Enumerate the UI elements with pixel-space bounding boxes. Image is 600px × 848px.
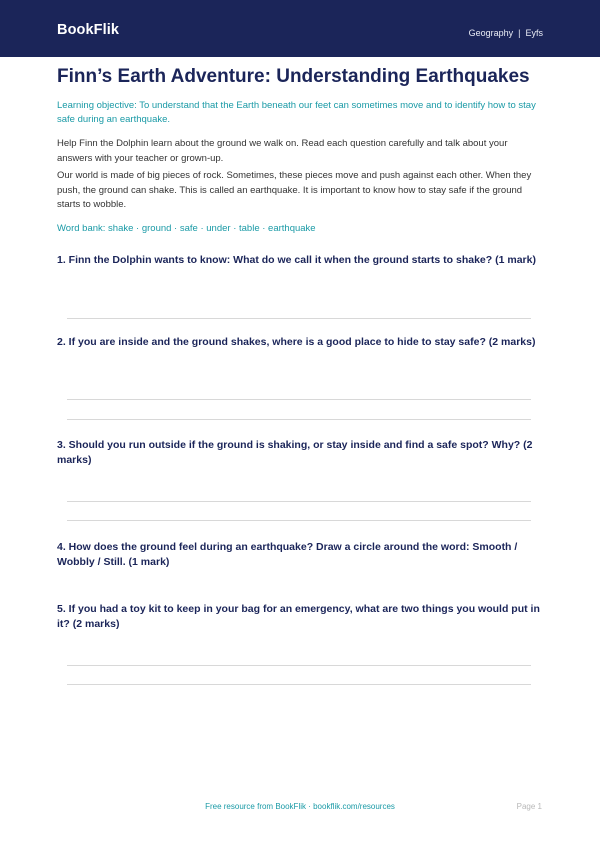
question-1: 1. Finn the Dolphin wants to know: What do we call it when the ground starts to shake? (1 mark) [57,254,536,266]
question-3: 3. Should you run outside if the ground is shaking, or stay inside and find a safe spot? Why? (2 marks) [57,439,533,466]
subject-label: Geography [468,28,514,38]
brand-logo[interactable]: BookFlik [57,22,120,38]
footer-resource-link[interactable]: Free resource from BookFlik · bookflik.com/resources [205,802,395,811]
info-paragraph: Our world is made of big pieces of rock. Sometimes, these pieces move and push against each other. When they push, the ground can shake. This is called an earthquake. It is important to know how to stay safe if the ground starts to wobble. [57,170,532,210]
question-4: 4. How does the ground feel during an earthquake? Draw a circle around the word: Smooth / Wobbly / Still. (1 mark) [57,541,518,568]
page-title: Finn’s Earth Adventure: Understanding Earthquakes [57,66,530,87]
subject-separator: | [518,28,521,38]
answer-line[interactable] [67,684,531,685]
answer-line[interactable] [67,501,531,502]
level-label: Eyfs [525,28,543,38]
answer-line[interactable] [67,665,531,666]
page-number: Page 1 [516,802,542,811]
page-header [0,0,600,57]
learning-objective: Learning objective: To understand that the Earth beneath our feet can sometimes move and to identify how to stay safe during an earthquake. [57,100,536,125]
answer-line[interactable] [67,419,531,420]
question-2: 2. If you are inside and the ground shakes, where is a good place to hide to stay safe? (2 marks) [57,336,536,348]
answer-line[interactable] [67,399,531,400]
answer-line[interactable] [67,520,531,521]
answer-line[interactable] [67,318,531,319]
word-bank: Word bank: shake · ground · safe · under · table · earthquake [57,223,316,234]
question-5: 5. If you had a toy kit to keep in your bag for an emergency, what are two things you would put in it? (2 marks) [57,603,540,630]
subject-tag [469,28,543,38]
intro-paragraph: Help Finn the Dolphin learn about the ground we walk on. Read each question carefully and talk about your answers with your teacher or grown-up. [57,138,508,164]
